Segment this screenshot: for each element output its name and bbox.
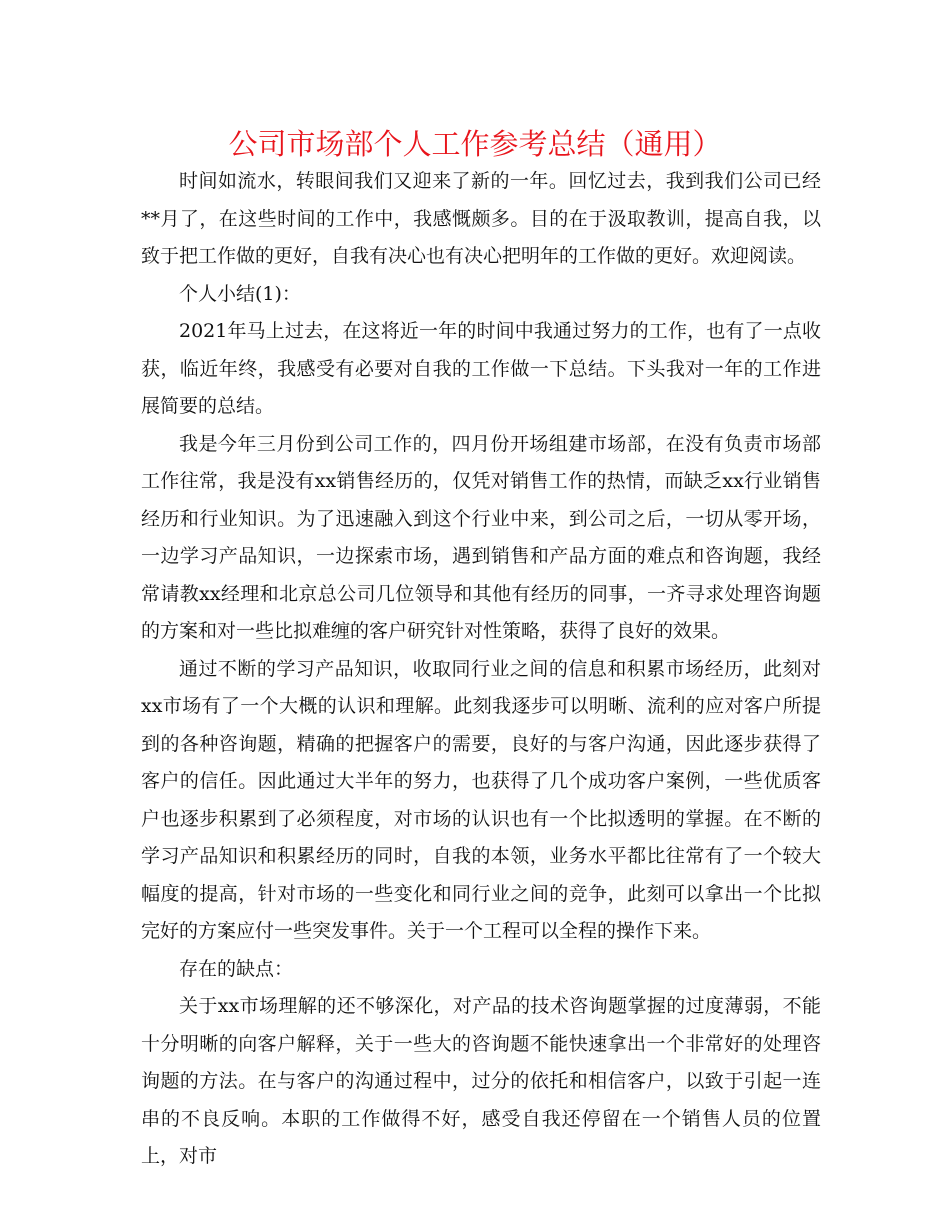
paragraph-year-overview: 2021年马上过去，在这将近一年的时间中我通过努力的工作，也有了一点收获，临近年终，我感受有必要对自我的工作做一下总结。下头我对一年的工作进展简要的总结。 (141, 320, 821, 417)
paragraph-shortcomings: 关于xx市场理解的还不够深化，对产品的技术咨询题掌握的过度薄弱，不能十分明晰的向客户解释，关于一些大的咨询题不能快速拿出一个非常好的处理咨询题的方法。在与客户的沟通过程中，过分的依托和相信客户，以致于引起一连串的不良反响。本职的工作做得不好，感受自我还停留在一个销售人员的位置上，对市 (141, 995, 821, 1167)
paragraph-heading-shortcomings: 存在的缺点： (179, 957, 294, 980)
paragraph-heading-summary-1: 个人小结(1)： (179, 282, 301, 305)
paragraph-intro: 时间如流水，转眼间我们又迎来了新的一年。回忆过去，我到我们公司已经**月了，在这些时间的工作中，我感慨颇多。目的在于汲取教训，提高自我，以致于把工作做的更好，自我有决心也有决心把明年的工作做的更好。欢迎阅读。 (141, 170, 821, 267)
paragraph-market-learning: 通过不断的学习产品知识，收取同行业之间的信息和积累市场经历，此刻对xx市场有了一个大概的认识和理解。此刻我逐步可以明晰、流利的应对客户所提到的各种咨询题，精确的把握客户的需要，良好的与客户沟通，因此逐步获得了客户的信任。因此通过大半年的努力，也获得了几个成功客户案例，一些优质客户也逐步积累到了必须程度，对市场的认识也有一个比拟透明的掌握。在不断的学习产品知识和积累经历的同时，自我的本领，业务水平都比往常有了一个较大幅度的提高，针对市场的一些变化和同行业之间的竞争，此刻可以拿出一个比拟完好的方案应付一些突发事件。关于一个工程可以全程的操作下来。 (141, 657, 821, 942)
paragraph-joining-company: 我是今年三月份到公司工作的，四月份开场组建市场部，在没有负责市场部工作往常，我是没有xx销售经历的，仅凭对销售工作的热情，而缺乏xx行业销售经历和行业知识。为了迅速融入到这个行业中来，到公司之后，一切从零开场，一边学习产品知识，一边探索市场，遇到销售和产品方面的难点和咨询题，我经常请教xx经理和北京总公司几位领导和其他有经历的同事，一齐寻求处理咨询题的方案和对一些比拟难缠的客户研究针对性策略，获得了良好的效果。 (141, 432, 821, 642)
document-body (141, 163, 821, 1176)
document-title: 公司市场部个人工作参考总结（通用） (228, 127, 722, 161)
